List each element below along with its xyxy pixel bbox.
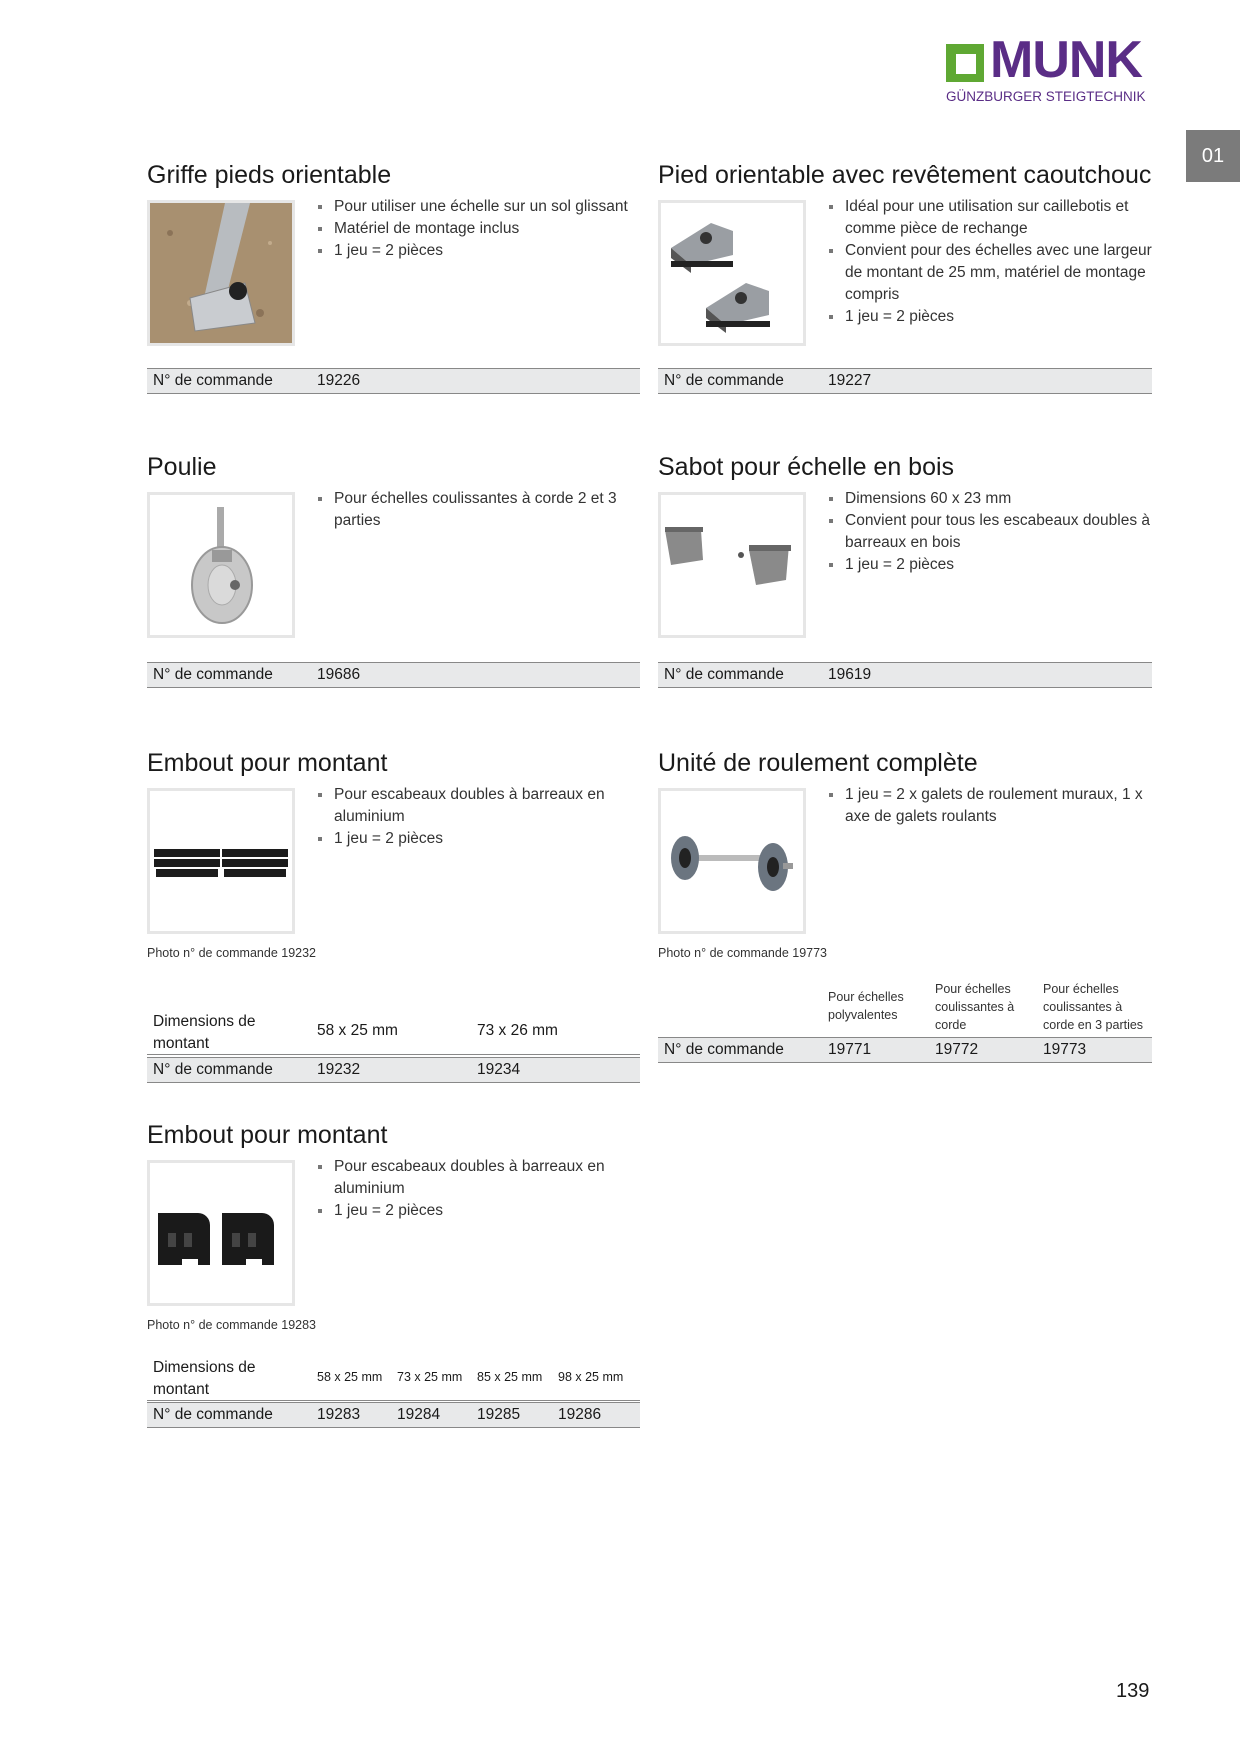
product-title-pied: Pied orientable avec revêtement caoutchouc xyxy=(658,161,1152,189)
order-number: 19286 xyxy=(558,1406,602,1423)
product-photo-sabot xyxy=(658,492,806,638)
order-row-poulie xyxy=(147,662,640,688)
bullet-item: 1 jeu = 2 x galets de roulement muraux, 1 x axe de galets roulants xyxy=(827,784,1157,828)
bullet-list-embout-1 xyxy=(316,784,636,850)
bullet-item: 1 jeu = 2 pièces xyxy=(316,828,636,850)
order-number: 19227 xyxy=(828,372,872,389)
bullet-item: 1 jeu = 2 pièces xyxy=(316,1200,636,1222)
logo-square-icon xyxy=(946,44,984,82)
product-photo-poulie xyxy=(147,492,295,638)
dimension-value: 58 x 25 mm xyxy=(317,1370,383,1384)
order-row-embout-1 xyxy=(147,1057,640,1083)
photo-caption-unite: Photo n° de commande 19773 xyxy=(658,946,828,960)
order-number: 19773 xyxy=(1043,1041,1087,1058)
product-photo-embout-1 xyxy=(147,788,295,934)
order-number: 19772 xyxy=(935,1041,979,1058)
order-number: 19226 xyxy=(317,372,361,389)
logo-subtitle: GÜNZBURGER STEIGTECHNIK xyxy=(946,89,1146,104)
bullet-list-pied xyxy=(827,196,1157,328)
bullet-item: Pour échelles coulissantes à corde 2 et 3 parties xyxy=(316,488,626,532)
bullet-list-sabot xyxy=(827,488,1157,576)
order-number: 19686 xyxy=(317,666,361,683)
order-label: N° de commande xyxy=(153,1406,273,1423)
dimension-value: 73 x 25 mm xyxy=(397,1370,463,1384)
order-label: N° de commande xyxy=(664,666,784,683)
bullet-item: 1 jeu = 2 pièces xyxy=(316,240,636,262)
product-title-embout-1: Embout pour montant xyxy=(147,749,388,777)
product-photo-embout-2 xyxy=(147,1160,295,1306)
dimension-value: 73 x 26 mm xyxy=(477,1022,558,1039)
order-number: 19283 xyxy=(317,1406,361,1423)
order-row-sabot xyxy=(658,662,1152,688)
order-row-griffe xyxy=(147,368,640,394)
order-row-unite xyxy=(658,1037,1152,1063)
product-title-unite: Unité de roulement complète xyxy=(658,749,978,777)
order-label: N° de commande xyxy=(153,372,273,389)
order-label: N° de commande xyxy=(153,666,273,683)
dimension-value: 58 x 25 mm xyxy=(317,1022,398,1039)
product-title-sabot: Sabot pour échelle en bois xyxy=(658,453,955,481)
bullet-item: Convient pour des échelles avec une largeur de montant de 25 mm, matériel de montage compris xyxy=(827,240,1157,306)
order-row-pied xyxy=(658,368,1152,394)
dimensions-row-embout-2 xyxy=(147,1354,640,1401)
order-number: 19284 xyxy=(397,1406,441,1423)
product-photo-griffe xyxy=(147,200,295,346)
dimensions-label: Dimensions de montant xyxy=(153,1013,256,1052)
order-number: 19232 xyxy=(317,1061,361,1078)
photo-caption-embout-1: Photo n° de commande 19232 xyxy=(147,946,317,960)
logo-wordmark: MUNK xyxy=(990,31,1142,89)
bullet-list-griffe xyxy=(316,196,636,262)
product-photo-pied xyxy=(658,200,806,346)
munk-logo xyxy=(946,31,1151,108)
bullet-item: 1 jeu = 2 pièces xyxy=(827,554,1157,576)
bullet-list-embout-2 xyxy=(316,1156,636,1222)
dimensions-row-embout-1 xyxy=(147,1008,640,1055)
bullet-item: Idéal pour une utilisation sur caillebotis et comme pièce de rechange xyxy=(827,196,1157,240)
product-title-embout-2: Embout pour montant xyxy=(147,1121,388,1149)
bullet-item: Pour escabeaux doubles à barreaux en aluminium xyxy=(316,784,636,828)
product-title-griffe: Griffe pieds orientable xyxy=(147,161,392,189)
column-header: Pour échelles coulissantes à corde xyxy=(935,982,1015,1032)
bullet-item: Pour utiliser une échelle sur un sol glissant xyxy=(316,196,636,218)
bullet-list-poulie xyxy=(316,488,626,532)
bullet-item: Dimensions 60 x 23 mm xyxy=(827,488,1157,510)
product-title-poulie: Poulie xyxy=(147,453,217,481)
chapter-tab: 01 xyxy=(1186,130,1240,182)
bullet-item: Matériel de montage inclus xyxy=(316,218,636,240)
column-header: Pour échelles coulissantes à corde en 3 parties xyxy=(1043,982,1144,1032)
page-number: 139 xyxy=(1116,1680,1150,1702)
order-row-embout-2 xyxy=(147,1402,640,1428)
dimensions-label: Dimensions de montant xyxy=(153,1359,256,1398)
product-photo-unite xyxy=(658,788,806,934)
order-label: N° de commande xyxy=(153,1061,273,1078)
bullet-item: 1 jeu = 2 pièces xyxy=(827,306,1157,328)
bullet-item: Convient pour tous les escabeaux doubles à barreaux en bois xyxy=(827,510,1157,554)
order-label: N° de commande xyxy=(664,1041,784,1058)
order-number: 19234 xyxy=(477,1061,521,1078)
dimension-value: 98 x 25 mm xyxy=(558,1370,624,1384)
column-header: Pour échelles polyvalentes xyxy=(828,990,904,1022)
order-number: 19285 xyxy=(477,1406,521,1423)
order-number: 19771 xyxy=(828,1041,872,1058)
dimension-value: 85 x 25 mm xyxy=(477,1370,543,1384)
order-number: 19619 xyxy=(828,666,872,683)
photo-caption-embout-2: Photo n° de commande 19283 xyxy=(147,1318,317,1332)
bullet-item: Pour escabeaux doubles à barreaux en aluminium xyxy=(316,1156,636,1200)
bullet-list-unite xyxy=(827,784,1157,828)
order-label: N° de commande xyxy=(664,372,784,389)
